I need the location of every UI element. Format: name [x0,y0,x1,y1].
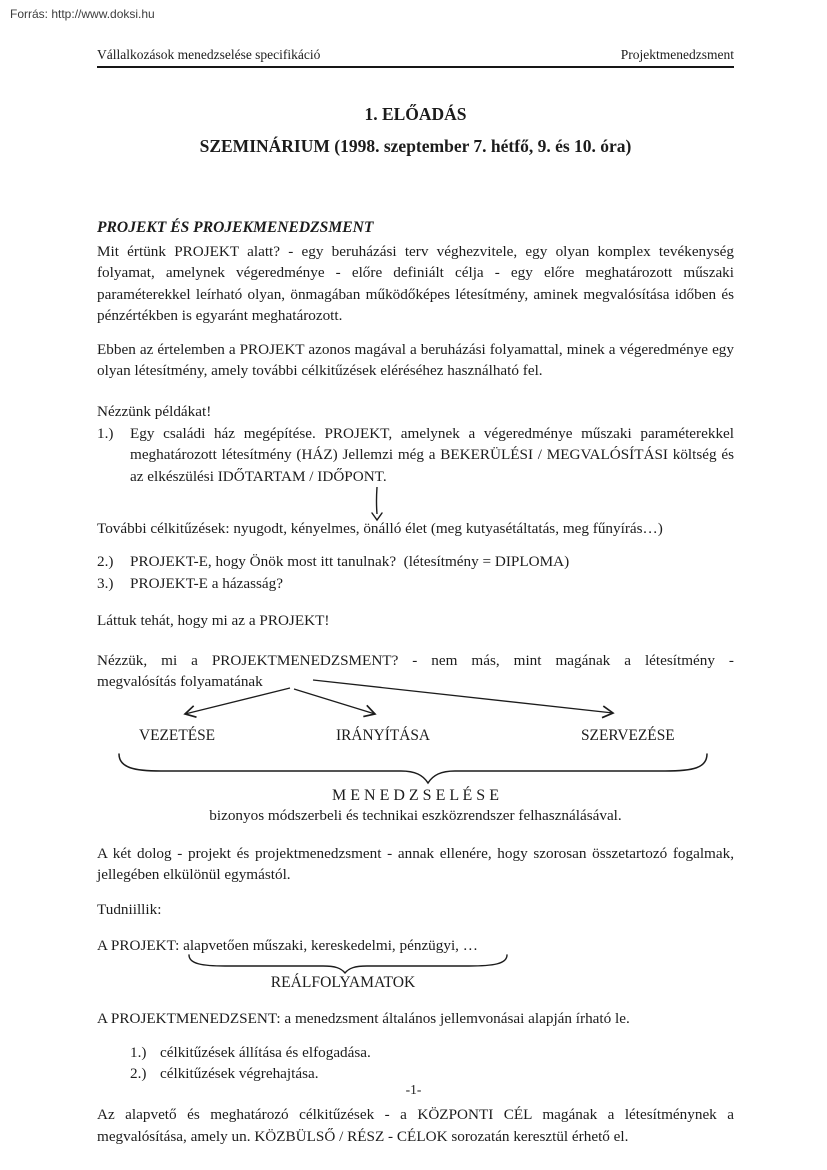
page-number: -1- [405,1082,422,1097]
paragraph-lattuk: Láttuk tehát, hogy mi az a PROJEKT! [97,612,330,630]
list-text: célkitűzések végrehajtása. [160,1064,319,1082]
list-marker: 1.) [130,1043,147,1061]
paragraph-tovabbi: További célkitűzések: nyugodt, kényelmes, önálló élet (meg kutyasétáltatás, meg fűnyírás…) [97,520,663,538]
goals-list [130,1042,734,1085]
menedzselese-label: M E N E D Z S E L É S E [332,786,499,804]
underbrace-menedzselese [97,750,734,786]
projekt-braced-text: alapvetően műszaki, kereskedelmi, pénzügyi, … [183,936,478,954]
paragraph-nezzuk-line1: Nézzük, mi a PROJEKTMENEDZSMENT? - nem más, mint magának a létesítmény - [97,651,734,669]
down-arrow-annotation [367,486,734,522]
list-text: PROJEKT-E a házasság? [130,574,283,592]
header-left-title: Vállalkozások menedzselése specifikáció [97,47,321,62]
paragraph-project-meaning: Ebben az értelemben a PROJEKT azonos magával a beruházási folyamattal, minek a végeredménye egy olyan létesítmény, amely további célkitűzések eléréséhez használható fel. [97,340,734,380]
list-marker: 2.) [97,553,114,571]
paragraph-final: Az alapvető és meghatározó célkitűzések - a KÖZPONTI CÉL magának a létesítménynek a megvalósítása, amely un. KÖZBÜLSŐ / RÉSZ - CÉLOK sorozatán keresztül érhető el. [97,1106,734,1145]
paragraph-projektmenedzsent: A PROJEKTMENEDZSENT: a menedzsment általános jellemvonásai alapján írható le. [97,1010,630,1028]
down-arrow-icon [367,486,387,522]
list-marker: 1.) [97,424,114,442]
goal-item-1 [130,1042,734,1063]
page-content [97,0,738,1147]
realfolyamatok-label: REÁLFOLYAMATOK [270,974,416,992]
header-right-title: Projektmenedzsment [620,47,734,62]
projekt-prefix: A PROJEKT: [97,936,184,954]
source-url-text: Forrás: http://www.doksi.hu [10,7,155,21]
list-marker: 3.) [97,574,114,592]
section-heading: PROJEKT ÉS PROJEKMENEDZSMENT [97,219,374,236]
paragraph-project-definition: Mit értünk PROJEKT alatt? - egy beruházási terv véghezvitele, egy olyan komplex tevékenység folyamat, amelynek végeredménye - előre definiált célja - egy előre meghatározott műszaki paraméterekkel leírható olyan, önmagában működőképes létesítmény, aminek megvalósítása időben és pénzértékben is egyaránt meghatározott. [97,243,734,325]
seminar-subtitle: SZEMINÁRIUM (1998. szeptember 7. hétfő, 9. és 10. óra) [199,136,632,156]
label-szervezese: SZERVEZÉSE [581,726,675,744]
label-iranyitasa: IRÁNYÍTÁSA [336,726,431,744]
example-item-2 [97,551,734,572]
list-marker: 2.) [130,1064,147,1082]
example-item-1 [97,423,738,487]
paragraph-ket-dolog: A két dolog - projekt és projektmenedzsment - annak ellenére, hogy szorosan összetartozó fogalmak, jellegében elkülönül egymástól. [97,844,734,883]
menedzselese-subtext: bizonyos módszerbeli és technikai eszközrendszer felhasználásával. [209,806,622,824]
example-item-3 [97,573,734,594]
paragraph-nezzuk-line2: megvalósítás folyamatának [97,673,263,691]
running-header [97,47,734,68]
list-text: célkitűzések állítása és elfogadása. [160,1043,371,1061]
lecture-title: 1. ELŐADÁS [364,104,467,124]
examples-intro: Nézzünk példákat! [97,403,212,421]
fanout-label-row [97,727,734,747]
paragraph-tudniillik: Tudniillik: [97,901,162,919]
underbrace-realfolyamatok [97,953,734,975]
list-text: Egy családi ház megépítése. PROJEKT, amelynek a végeredménye műszaki paraméterekkel meghatározott létesítmény (HÁZ) Jellemzi még a BEKERÜLÉSI / MEGVALÓSÍTÁSI költség és az elkészülési IDŐTARTAM / IDŐPONT. [130,424,738,485]
list-text: PROJEKT-E, hogy Önök most itt tanulnak? (létesítmény = DIPLOMA) [130,553,570,571]
label-vezetese: VEZETÉSE [139,726,216,744]
